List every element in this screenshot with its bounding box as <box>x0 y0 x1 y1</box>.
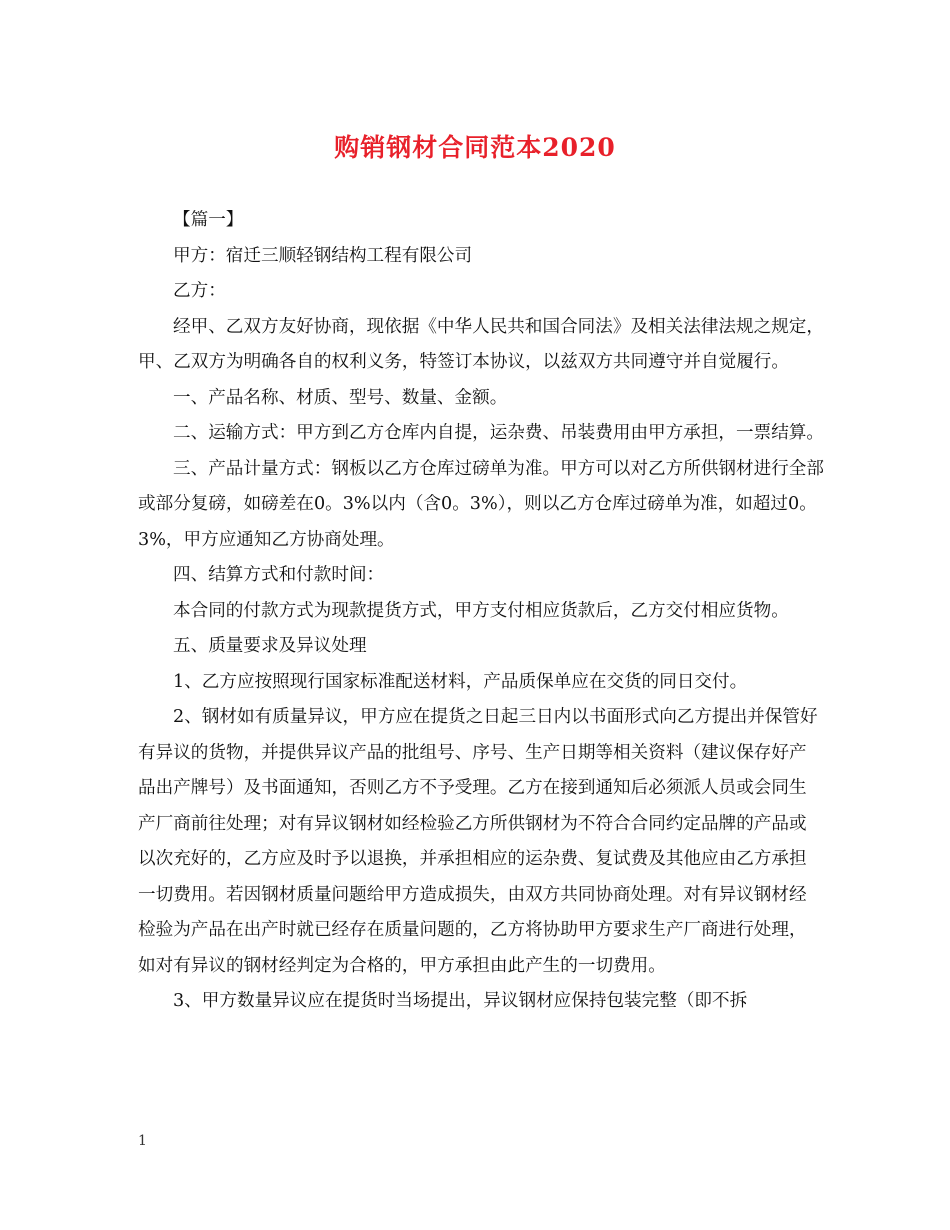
paragraph: 一、产品名称、材质、型号、数量、金额。 <box>173 387 508 408</box>
paragraph: 2、钢材如有质量异议，甲方应在提货之日起三日内以书面形式向乙方提出并保管好有异议的货物，并提供异议产品的批组号、序号、生产日期等相关资料（建议保存好产品出产牌号）及书面通知，否则乙方不予受理。乙方在接到通知后必须派人员或会同生产厂商前往处理；对有异议钢材如经检验乙方所供钢材为不符合合同约定品牌的产品或以次充好的，乙方应及时予以退换，并承担相应的运杂费、复试费及其他应由乙方承担一切费用。若因钢材质量问题给甲方造成损失，由双方共同协商处理。对有异议钢材经检验为产品在出产时就已经存在质量问题的，乙方将协助甲方要求生产厂商进行处理，如对有异议的钢材经判定为合格的，甲方承担由此产生的一切费用。 <box>138 707 818 976</box>
paragraph: 经甲、乙双方友好协商，现依据《中华人民共和国合同法》及相关法律法规之规定，甲、乙双方为明确各自的权利义务，特签订本协议，以兹双方共同遵守并自觉履行。 <box>138 316 824 372</box>
paragraph: 五、质量要求及异议处理 <box>173 636 367 656</box>
paragraph: 二、运输方式：甲方到乙方仓库内自提，运杂费、吊装费用由甲方承担，一票结算。 <box>173 423 824 443</box>
paragraph: 【篇一】 <box>173 210 244 230</box>
document-body <box>138 203 824 1020</box>
page-number: 1 <box>138 1133 147 1149</box>
paragraph: 四、结算方式和付款时间： <box>173 565 385 585</box>
paragraph: 甲方：宿迁三顺轻钢结构工程有限公司 <box>173 245 473 266</box>
paragraph: 三、产品计量方式：钢板以乙方仓库过磅单为准。甲方可以对乙方所供钢材进行全部或部分复磅，如磅差在0。3%以内（含0。3%），则以乙方仓库过磅单为准，如超过0。3%，甲方应通知乙方协商处理。 <box>138 458 824 550</box>
paragraph: 乙方： <box>173 281 226 301</box>
paragraph: 3、甲方数量异议应在提货时当场提出，异议钢材应保持包装完整（即不拆 <box>173 991 748 1011</box>
document-title: 购销钢材合同范本2020 <box>334 133 616 162</box>
paragraph: 1、乙方应按照现行国家标准配送材料，产品质保单应在交货的同日交付。 <box>173 671 748 692</box>
paragraph: 本合同的付款方式为现款提货方式，甲方支付相应货款后，乙方交付相应货物。 <box>173 600 789 621</box>
